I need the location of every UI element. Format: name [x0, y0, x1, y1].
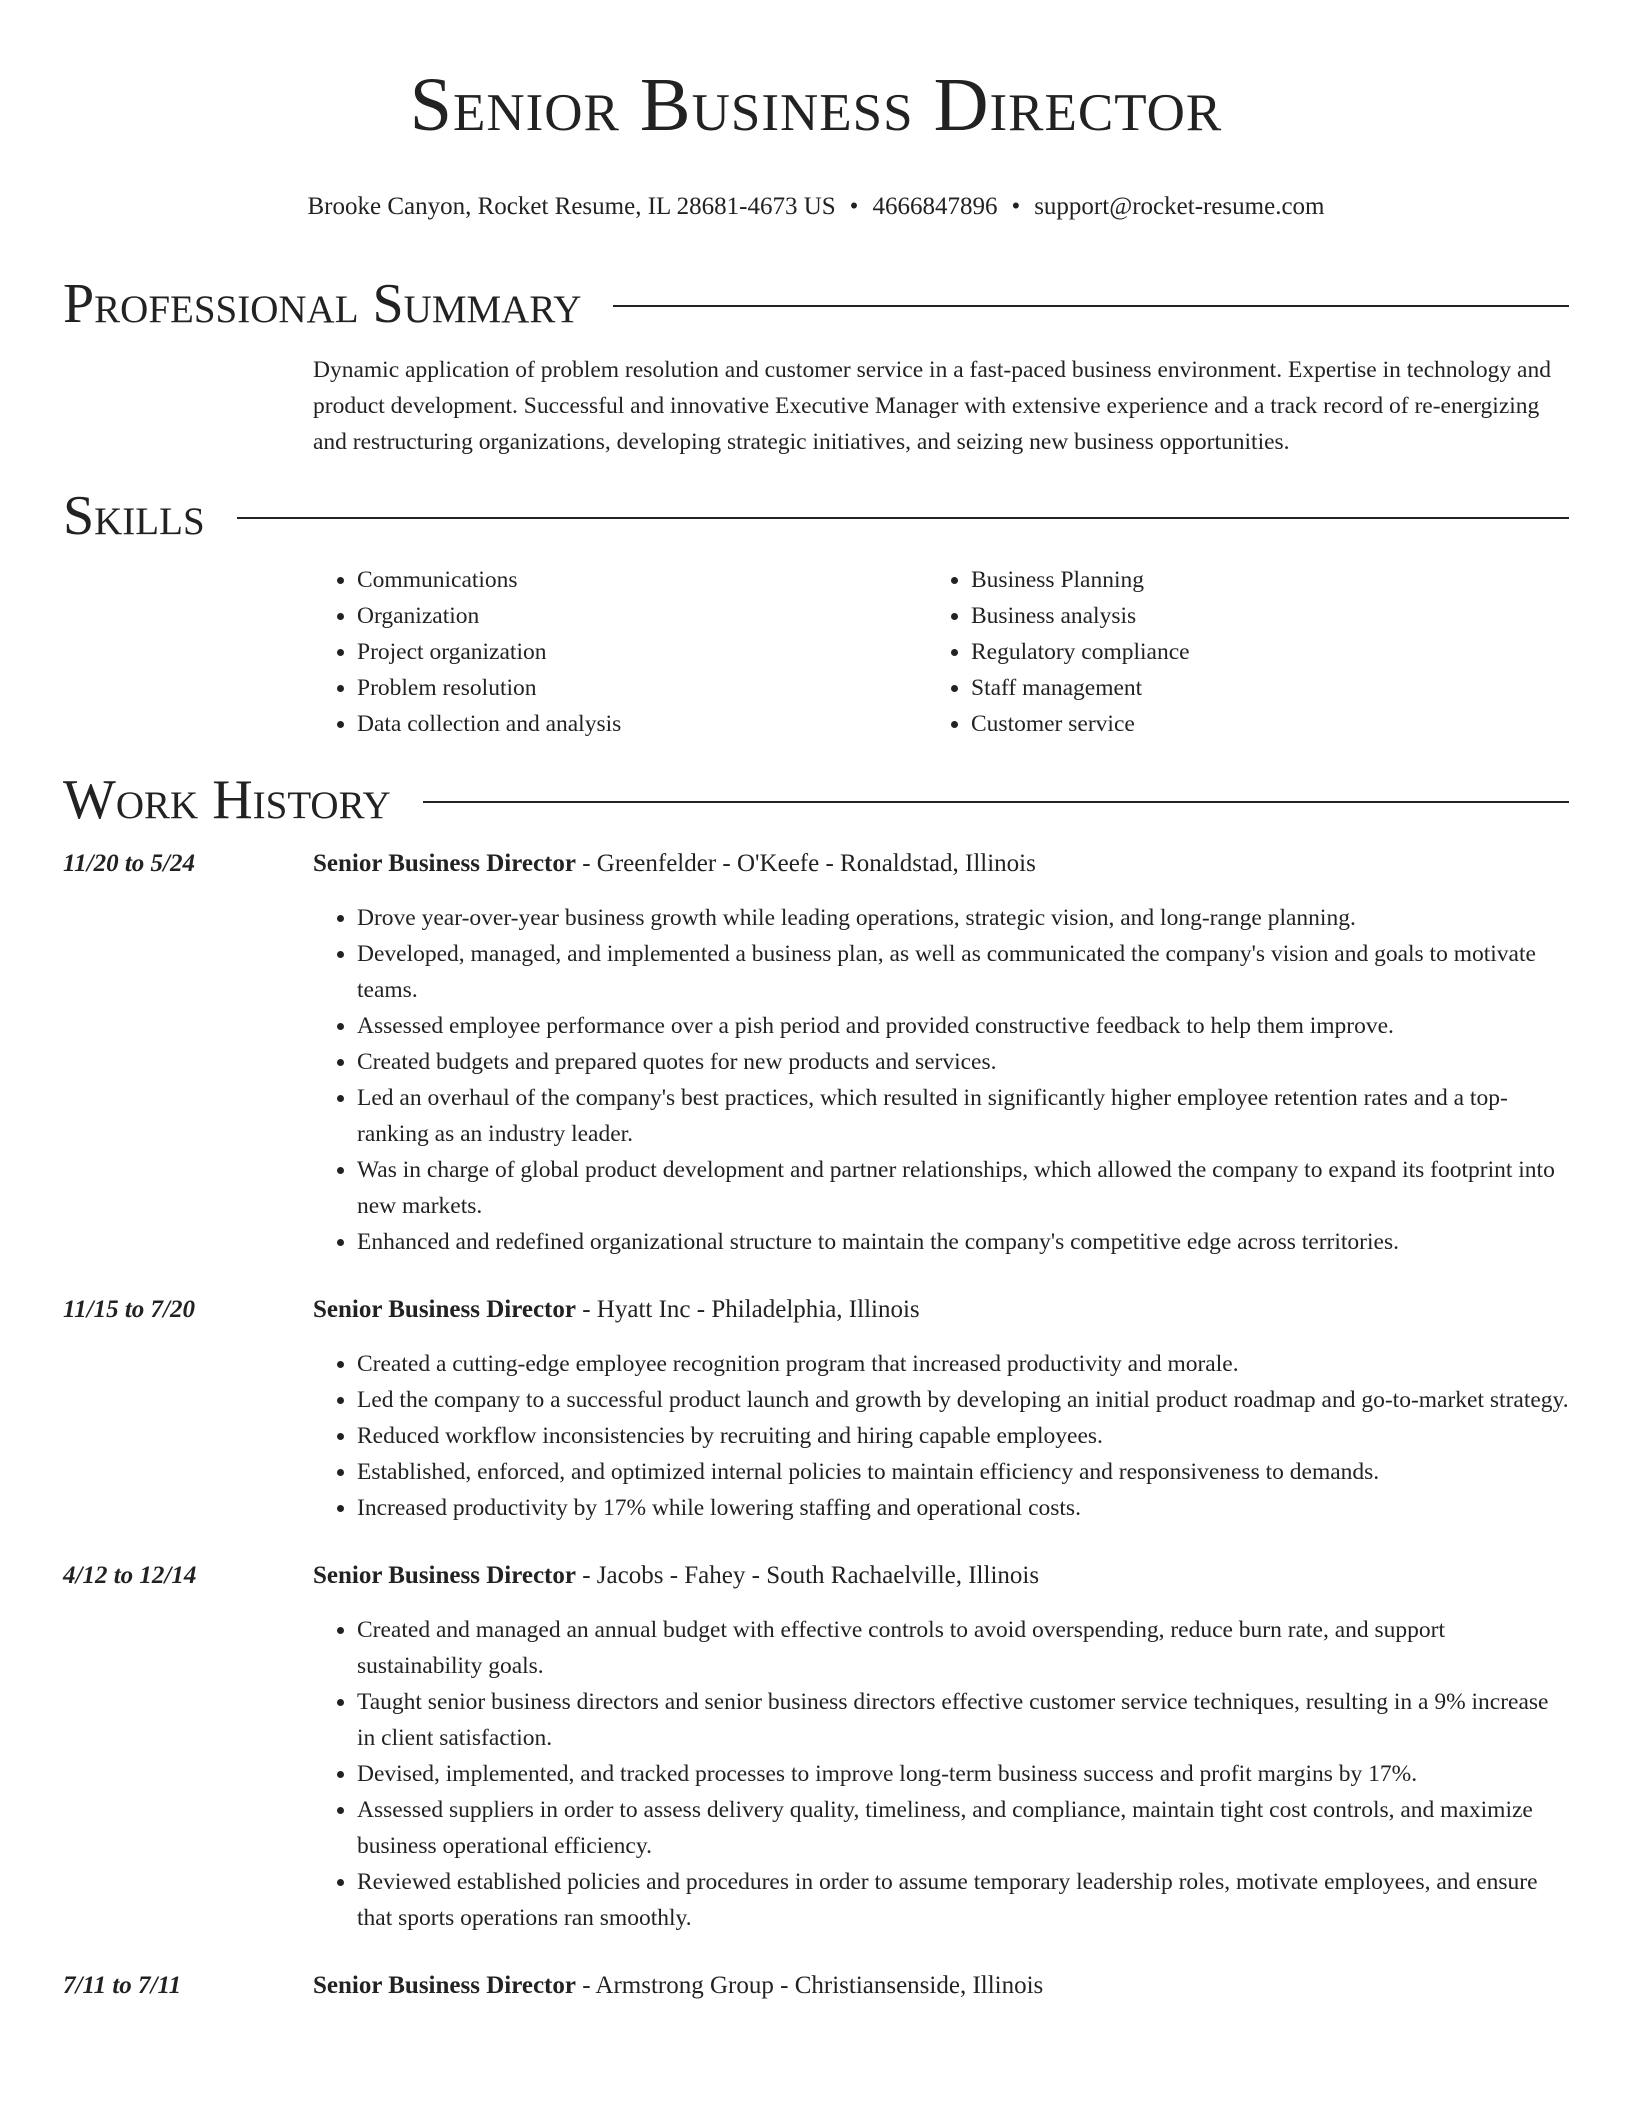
section-divider	[613, 305, 1569, 307]
job-bullet: • Was in charge of global product development and partner relationships, which allowed the company to expand its footprint into new markets.	[357, 1152, 1569, 1224]
job-bullet: • Devised, implemented, and tracked processes to improve long-term business success and profit margins by 17%.	[357, 1756, 1569, 1792]
job-role: Senior Business Director	[313, 1562, 576, 1589]
job-bullet: • Created a cutting-edge employee recognition program that increased productivity and morale.	[357, 1346, 1569, 1382]
work-section-header	[63, 768, 1569, 832]
contact-line	[63, 190, 1569, 224]
job-entry	[63, 1558, 1569, 1936]
job-bullet: • Led the company to a successful product launch and growth by developing an initial product roadmap and go-to-market strategy.	[357, 1382, 1569, 1418]
skill-item: • Customer service	[971, 706, 1541, 742]
job-role: Senior Business Director	[313, 1972, 576, 1999]
skill-item: • Business analysis	[971, 598, 1541, 634]
job-bullets	[313, 900, 1569, 1260]
job-company-location: - Greenfelder - O'Keefe - Ronaldstad, Illinois	[575, 850, 1036, 877]
contact-email: support@rocket-resume.com	[1034, 193, 1325, 220]
job-bullet: • Reviewed established policies and procedures in order to assume temporary leadership roles, motivate employees, and ensure that sports operations ran smoothly.	[357, 1864, 1569, 1936]
job-heading	[313, 1968, 1569, 2004]
contact-separator: •	[1011, 193, 1021, 220]
job-entry	[63, 1968, 1569, 2004]
summary-heading: Professional Summary	[63, 273, 582, 335]
job-bullet: • Reduced workflow inconsistencies by recruiting and hiring capable employees.	[357, 1418, 1569, 1454]
job-role: Senior Business Director	[313, 850, 576, 877]
skills-section-header	[63, 484, 1569, 548]
job-company-location: - Hyatt Inc - Philadelphia, Illinois	[575, 1296, 920, 1323]
job-bullet: • Established, enforced, and optimized internal policies to maintain efficiency and responsiveness to demands.	[357, 1454, 1569, 1490]
skills-list	[313, 562, 1569, 742]
job-bullet: • Assessed suppliers in order to assess delivery quality, timeliness, and compliance, maintain tight cost controls, and maximize business operational efficiency.	[357, 1792, 1569, 1864]
job-bullet: • Developed, managed, and implemented a business plan, as well as communicated the company's vision and goals to motivate teams.	[357, 936, 1569, 1008]
job-dates: 4/12 to 12/14	[63, 1562, 197, 1589]
job-body	[313, 1968, 1569, 2004]
job-bullet: • Taught senior business directors and senior business directors effective customer service techniques, resulting in a 9% increase in client satisfaction.	[357, 1684, 1569, 1756]
job-bullet: • Enhanced and redefined organizational structure to maintain the company's competitive edge across territories.	[357, 1224, 1569, 1260]
job-body	[313, 1292, 1569, 1526]
skills-heading: Skills	[63, 485, 205, 547]
job-bullets	[313, 1612, 1569, 1936]
job-company-location: - Armstrong Group - Christiansenside, Illinois	[575, 1972, 1044, 1999]
contact-separator: •	[849, 193, 859, 220]
job-dates: 11/20 to 5/24	[63, 850, 195, 877]
job-body	[313, 1558, 1569, 1936]
resume-title: Senior Business Director	[409, 63, 1223, 147]
skill-item: • Staff management	[971, 670, 1541, 706]
summary-text: Dynamic application of problem resolution and customer service in a fast-paced business environment. Expertise in technology and product development. Successful and innovative Executive Manager with extensive experience and a track record of re-energizing and restructuring organizations, developing strategic initiatives, and seizing new business opportunities.	[313, 357, 1551, 455]
job-heading	[313, 1558, 1569, 1594]
section-divider	[423, 801, 1569, 803]
skill-item: • Business Planning	[971, 562, 1541, 598]
job-dates: 11/15 to 7/20	[63, 1296, 195, 1323]
skill-item: • Regulatory compliance	[971, 634, 1541, 670]
job-bullet: • Assessed employee performance over a pish period and provided constructive feedback to help them improve.	[357, 1008, 1569, 1044]
job-bullet: • Drove year-over-year business growth while leading operations, strategic vision, and long-range planning.	[357, 900, 1569, 936]
job-company-location: - Jacobs - Fahey - South Rachaelville, Illinois	[575, 1562, 1040, 1589]
job-bullet: • Led an overhaul of the company's best practices, which resulted in significantly higher employee retention rates and a top-ranking as an industry leader.	[357, 1080, 1569, 1152]
skill-item: • Data collection and analysis	[357, 706, 927, 742]
summary-section-header	[63, 272, 1569, 336]
section-divider	[237, 517, 1569, 519]
skill-item: • Problem resolution	[357, 670, 927, 706]
work-heading: Work History	[63, 769, 391, 831]
job-heading	[313, 846, 1569, 882]
job-dates: 7/11 to 7/11	[63, 1972, 182, 1999]
job-entry	[63, 1292, 1569, 1526]
contact-address: Brooke Canyon, Rocket Resume, IL 28681-4673 US	[307, 193, 836, 220]
skill-item: • Communications	[357, 562, 927, 598]
job-body	[313, 846, 1569, 1260]
skills-column-right	[927, 562, 1541, 742]
job-bullet: • Created and managed an annual budget with effective controls to avoid overspending, reduce burn rate, and support sustainability goals.	[357, 1612, 1569, 1684]
skills-column-left	[313, 562, 927, 742]
job-bullet: • Created budgets and prepared quotes for new products and services.	[357, 1044, 1569, 1080]
skill-item: • Project organization	[357, 634, 927, 670]
job-entry	[63, 846, 1569, 1260]
skill-item: • Organization	[357, 598, 927, 634]
contact-phone: 4666847896	[872, 193, 998, 220]
work-history-list	[63, 846, 1569, 2004]
job-bullets	[313, 1346, 1569, 1526]
job-role: Senior Business Director	[313, 1296, 576, 1323]
job-heading	[313, 1292, 1569, 1328]
job-bullet: • Increased productivity by 17% while lowering staffing and operational costs.	[357, 1490, 1569, 1526]
